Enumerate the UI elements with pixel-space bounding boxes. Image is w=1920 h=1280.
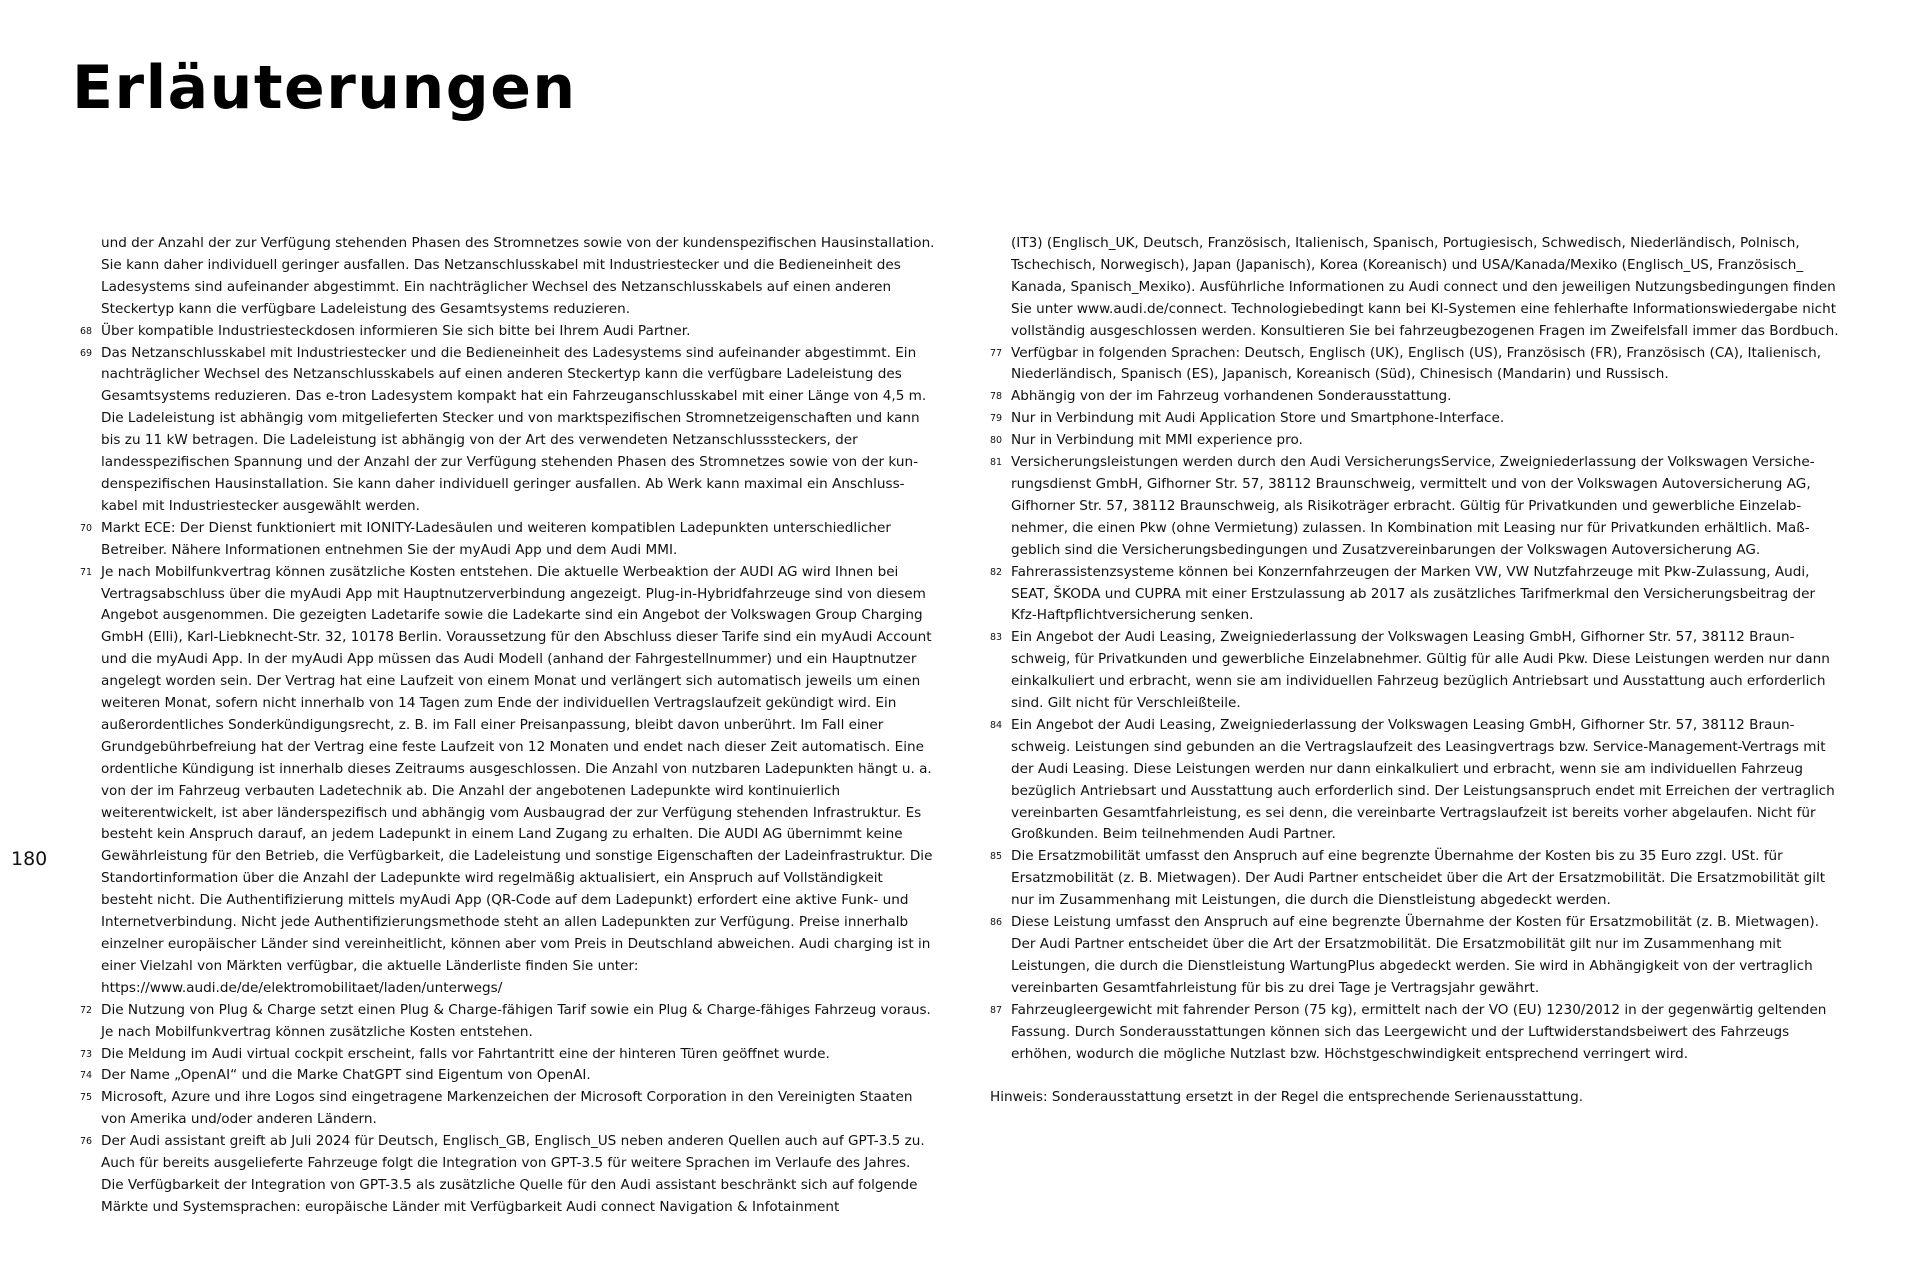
- footnote-80: [990, 430, 1845, 452]
- footnote-text: Microsoft, Azure und ihre Logos sind eingetragene Markenzeichen der Microsoft Corporation in den Vereinigten Staaten von Amerika und/oder anderen Ländern.: [101, 1089, 913, 1128]
- footnote-text: Verfügbar in folgenden Sprachen: Deutsch, Englisch (UK), Englisch (US), Französisch (FR), Französisch (CA), Italienisch, Niederländisch, Spanisch (ES), Japanisch, Koreanisch (Süd), Chinesisch (Mandarin) und Russisch.: [1011, 344, 1822, 383]
- footnote-text: Abhängig von der im Fahrzeug vorhandenen Sonderausstattung.: [1011, 388, 1452, 405]
- footnote-text: Fahrzeugleergewicht mit fahrender Person (75 kg), ermittelt nach der VO (EU) 1230/2012 in der gegenwärtig geltenden Fassung. Durch Sonderausstattungen können sich das Leergewicht und der Luftwiderstandsbeiwert des Fahrzeugs erhöhen, wodurch die mögliche Nutzlast bzw. Höchstgeschwindigkeit entsprechend verringert wird.: [1011, 1001, 1827, 1062]
- hint-note: Hinweis: Sonderausstattung ersetzt in der Regel die entsprechende Serienausstattung.: [990, 1089, 1584, 1106]
- footnote-number: 76: [80, 1136, 93, 1148]
- footnote-text: Je nach Mobilfunkvertrag können zusätzliche Kosten entstehen. Die aktuelle Werbeaktion der AUDI AG wird Ihnen bei Vertragsabschluss über die myAudi App mit Hauptnutzerverbindung angezeigt. Plug-in-Hybridfahrzeuge sind von diesem Angebot ausgenommen. Die gezeigten Ladetarife sowie die Ladekarte sind ein Angebot der Volkswagen Group Charging GmbH (Elli), Karl-Liebknecht-Str. 32, 10178 Berlin. Voraussetzung für den Abschluss dieser Tarife sind ein myAudi Account und die myAudi App. In der myAudi App müssen das Audi Modell (anhand der Fahrgestellnummer) und ein Hauptnutzer angelegt worden sein. Der Vertrag hat eine Laufzeit von einem Monat und verlängert sich automatisch jeweils um einen weiteren Monat, sofern nicht innerhalb von 14 Tagen zum Ende der individuellen Vertragslaufzeit gekündigt wird. Ein außerordentliches Sonderkündigungsrecht, z. B. im Fall einer Preisanpassung, bleibt davon unberührt. Im Fall einer Grundgebührbefreiung hat der Vertrag eine feste Laufzeit von 12 Monaten und endet nach dieser Zeit automatisch. Eine ordentliche Kündigung ist innerhalb dieses Zeitraums ausgeschlossen. Die Anzahl von nutzbaren Ladepunkten hängt u. a. von der im Fahrzeug verbauten Ladetechnik ab. Die Anzahl der angebotenen Ladepunkte wird kontinuierlich weiterentwickelt, ist aber länderspezifisch und abhängig vom Ausbaugrad der zur Verfügung stehenden Infrastruktur. Es besteht kein Anspruch darauf, an jedem Ladepunkt in einem Land Zugang zu erhalten. Die AUDI AG übernimmt keine Gewährleistung für den Betrieb, die Verfügbarkeit, die Ladeleistung und sonstige Eigenschaften der Ladeinfrastruktur. Die Standortinformation über die Anzahl der Ladepunkte wird regelmäßig aktualisiert, ein Anspruch auf Vollständigkeit besteht nicht. Die Authentifizierung mittels myAudi App (QR-Code auf dem Ladepunkt) erfordert eine aktive Funk- und Internetverbindung. Nicht jede Authentifizierungsmethode steht an allen Ladepunkten zur Verfügung. Preise innerhalb einzelner europäischer Länder sind vereinheitlicht, können aber vom Preis in Deutschland abweichen. Audi charging ist in einer Vielzahl von Märkten verfügbar, die aktuelle Länderliste finden Sie unter: https://www.audi.de/de/elektromobilitaet/laden/unterwegs/: [101, 563, 933, 996]
- footnote-number: 83: [990, 632, 1003, 644]
- footnote-text: Diese Leistung umfasst den Anspruch auf eine begrenzte Übernahme der Kosten für Ersatzmobilität (z. B. Mietwagen). Der Audi Partner entscheidet über die Art der Ersatzmobilität. Die Ersatzmobilität gilt nur im Zusammenhang mit Leistungen, die durch die Dienstleistung WartungPlus abgedeckt werden. Sie wird in Abhängigkeit von der vertraglich vereinbarten Gesamtfahrleistung für bis zu drei Tage je Vertragsjahr gewährt.: [1011, 914, 1820, 996]
- footnote-number: 77: [990, 347, 1003, 359]
- footnote-number: 81: [990, 457, 1003, 469]
- page-title: Erläuterungen: [72, 53, 577, 123]
- right-column: [990, 233, 1845, 1123]
- footnote-text: Die Ersatzmobilität umfasst den Anspruch auf eine begrenzte Übernahme der Kosten bis zu 35 Euro zzgl. USt. für Ersatzmobilität (z. B. Mietwagen). Der Audi Partner entscheidet über die Art der Ersatzmobilität. Die Ersatzmobilität gilt nur im Zusammenhang mit Leistungen, die durch die Dienstleistung abgedeckt werden.: [1011, 848, 1826, 909]
- footnote-text: Über kompatible Industriesteckdosen informieren Sie sich bitte bei Ihrem Audi Partner.: [101, 322, 691, 339]
- footnote-86: [990, 912, 1845, 1000]
- footnote-number: 86: [990, 917, 1003, 929]
- footnote-number: 85: [990, 851, 1003, 863]
- footnote-70: [80, 518, 935, 562]
- footnote-text: Versicherungsleistungen werden durch den Audi VersicherungsService, Zweigniederlassung der Volkswagen Versicherungsdienst GmbH, Gifhorner Str. 57, 38112 Braunschweig, vermittelt und von der Volkswagen Autoversicherung AG, Gifhorner Str. 57, 38112 Braunschweig, als Risikoträger erbracht. Gültig für Privatkunden und gewerbliche Einzelabnehmer, die einen Pkw (ohne Vermietung) zulassen. In Kombination mit Leasing nur für Privatkunden erhältlich. Maßgeblich sind die Versicherungsbedingungen und Zusatzvereinbarungen der Volkswagen Autoversicherung AG.: [1011, 454, 1815, 558]
- footnote-84: [990, 715, 1845, 846]
- footnote-number: 78: [990, 391, 1003, 403]
- footnote-number: 69: [80, 347, 93, 359]
- footnote-number: 87: [990, 1004, 1003, 1016]
- footnote-75: [80, 1087, 935, 1131]
- footnote-text: Ein Angebot der Audi Leasing, Zweigniederlassung der Volkswagen Leasing GmbH, Gifhorner Str. 57, 38112 Braunschweig. Leistungen sind gebunden an die Vertragslaufzeit des Leasingvertrags bzw. Service-Management-Vertrags mit der Audi Leasing. Diese Leistungen werden nur dann einkalkuliert und erbracht, wenn sie am individuellen Fahrzeug bezüglich Antriebsart und Ausstattung auch erforderlich sind. Der Leistungsanspruch endet mit Erreichen der vertraglich vereinbarten Gesamtfahrleistung, es sei denn, die vereinbarte Vertragslaufzeit ist bereits vorher abgelaufen. Nicht für Großkunden. Beim teilnehmenden Audi Partner.: [1011, 716, 1835, 843]
- footnote-text: Das Netzanschlusskabel mit Industriestecker und die Bedieneinheit des Ladesystems sind aufeinander abgestimmt. Ein nachträglicher Wechsel des Netzanschlusskabels auf einen anderen Steckertyp kann die verfügbare Ladeleistung des Gesamtsystems reduzieren. Das e-tron Ladesystem kompakt hat ein Fahrzeuganschlusskabel mit einer Länge von 4,5 m. Die Ladeleistung ist abhängig vom mitgelieferten Stecker und von marktspezifischen Stromnetzeigenschaften und kann bis zu 11 kW betragen. Die Ladeleistung ist abhängig von der Art des verwendeten Netzanschlusssteckers, der landesspezifischen Spannung und der Anzahl der zur Verfügung stehenden Phasen des Stromnetzes sowie von der kundenspezifischen Hausinstallation. Sie kann daher individuell geringer ausfallen. Ab Werk kann maximal ein Anschlusskabel mit Industriestecker ausgewählt werden.: [101, 344, 927, 514]
- footnote-81: [990, 452, 1845, 562]
- footnote-number: 72: [80, 1004, 93, 1016]
- footnote-text: Markt ECE: Der Dienst funktioniert mit IONITY-Ladesäulen und weiteren kompatiblen Ladepunkten unterschiedlicher Betreiber. Nähere Informationen entnehmen Sie der myAudi App und dem Audi MMI.: [101, 519, 891, 558]
- footnote-71: [80, 562, 935, 1000]
- footnote-87: [990, 1000, 1845, 1066]
- footnote-number: 70: [80, 522, 93, 534]
- page-number: 180: [11, 848, 48, 870]
- footnote-number: 75: [80, 1092, 93, 1104]
- footnote-73: [80, 1044, 935, 1066]
- footnote-77: [990, 343, 1845, 387]
- footnote-68: [80, 321, 935, 343]
- footnote-text: Die Nutzung von Plug & Charge setzt einen Plug & Charge-fähigen Tarif sowie ein Plug & Charge-fähiges Fahrzeug voraus. Je nach Mobilfunkvertrag können zusätzliche Kosten entstehen.: [101, 1001, 931, 1040]
- footnote-text: Ein Angebot der Audi Leasing, Zweigniederlassung der Volkswagen Leasing GmbH, Gifhorner Str. 57, 38112 Braunschweig, für Privatkunden und gewerbliche Einzelabnehmer. Gültig für alle Audi Pkw. Diese Leistungen werden nur dann einkalkuliert und erbracht, wenn sie am individuellen Fahrzeug bezüglich Antriebsart und Ausstattung auch erforderlich sind. Gilt nicht für Verschleißteile.: [1011, 629, 1830, 712]
- footnote-text: Nur in Verbindung mit MMI experience pro.: [1011, 432, 1303, 449]
- footnote-number: 73: [80, 1048, 93, 1060]
- footnote-number: 79: [990, 413, 1003, 425]
- footnote-number: 68: [80, 325, 93, 337]
- footnote-text: Fahrerassistenzsysteme können bei Konzernfahrzeugen der Marken VW, VW Nutzfahrzeuge mit Pkw-Zulassung, Audi, SEAT, ŠKODA und CUPRA mit einer Erstzulassung ab 2017 als zusätzliches Tarifmerkmal den Versicherungsbeitrag der Kfz-Haftpflichtversicherung senken.: [1011, 563, 1816, 624]
- footnote-78: [990, 386, 1845, 408]
- footnote-72: [80, 1000, 935, 1044]
- left-column: [80, 233, 935, 1219]
- footnote-74: [80, 1065, 935, 1087]
- footnote-text: Die Meldung im Audi virtual cockpit erscheint, falls vor Fahrtantritt eine der hinteren Türen geöffnet wurde.: [101, 1045, 830, 1062]
- footnote-text: Der Name „OpenAI“ und die Marke ChatGPT sind Eigentum von OpenAI.: [101, 1067, 591, 1084]
- footnote-number: 82: [990, 566, 1003, 578]
- footnote-number: 84: [990, 719, 1003, 731]
- footnote-continuation: und der Anzahl der zur Verfügung stehenden Phasen des Stromnetzes sowie von der kundenspezifischen Hausinstallation. Sie kann daher individuell geringer ausfallen. Das Netzanschlusskabel mit Industriestecker und die Bedieneinheit des Ladesystems sind aufeinander abgestimmt. Ein nachträglicher Wechsel des Netzanschlusskabels auf einen anderen Steckertyp kann die verfügbare Ladeleistung des Gesamtsystems reduzieren.: [101, 235, 935, 317]
- footnote-text: Nur in Verbindung mit Audi Application Store und Smartphone-Interface.: [1011, 410, 1505, 427]
- footnote-76: [80, 1131, 935, 1219]
- footnote-text: Der Audi assistant greift ab Juli 2024 für Deutsch, Englisch_GB, Englisch_US neben anderen Quellen auch auf GPT-3.5 zu. Auch für bereits ausgelieferte Fahrzeuge folgt die Integration von GPT-3.5 für weitere Sprachen im Verlaufe des Jahres. Die Verfügbarkeit der Integration von GPT-3.5 als zusätzliche Quelle für den Audi assistant beschränkt sich auf folgende Märkte und Systemsprachen: europäische Länder mit Verfügbarkeit Audi connect Navigation & Infotainment: [101, 1133, 925, 1215]
- footnote-82: [990, 562, 1845, 628]
- footnote-number: 80: [990, 435, 1003, 447]
- footnote-69: [80, 343, 935, 518]
- footnote-83: [990, 627, 1845, 715]
- footnote-number: 74: [80, 1070, 93, 1082]
- footnote-79: [990, 408, 1845, 430]
- footnote-85: [990, 846, 1845, 912]
- footnote-continuation: (IT3) (Englisch_UK, Deutsch, Französisch, Italienisch, Spanisch, Portugiesisch, Schwedisch, Niederländisch, Polnisch, Tschechisch, Norwegisch), Japan (Japanisch), Korea (Koreanisch) und USA/Kanada/Mexiko (Englisch_US, Französisch_ Kanada, Spanisch_Mexiko). Ausführliche Informationen zu Audi connect und den jeweiligen Nutzungsbedingungen finden Sie unter www.audi.de/connect. Technologiebedingt kann bei KI-Systemen eine fehlerhafte Informationswiedergabe nicht vollständig ausgeschlossen werden. Konsultieren Sie bei fahrzeugbezogenen Fragen im Zweifelsfall immer das Bordbuch.: [1011, 235, 1839, 339]
- footnote-number: 71: [80, 566, 93, 578]
